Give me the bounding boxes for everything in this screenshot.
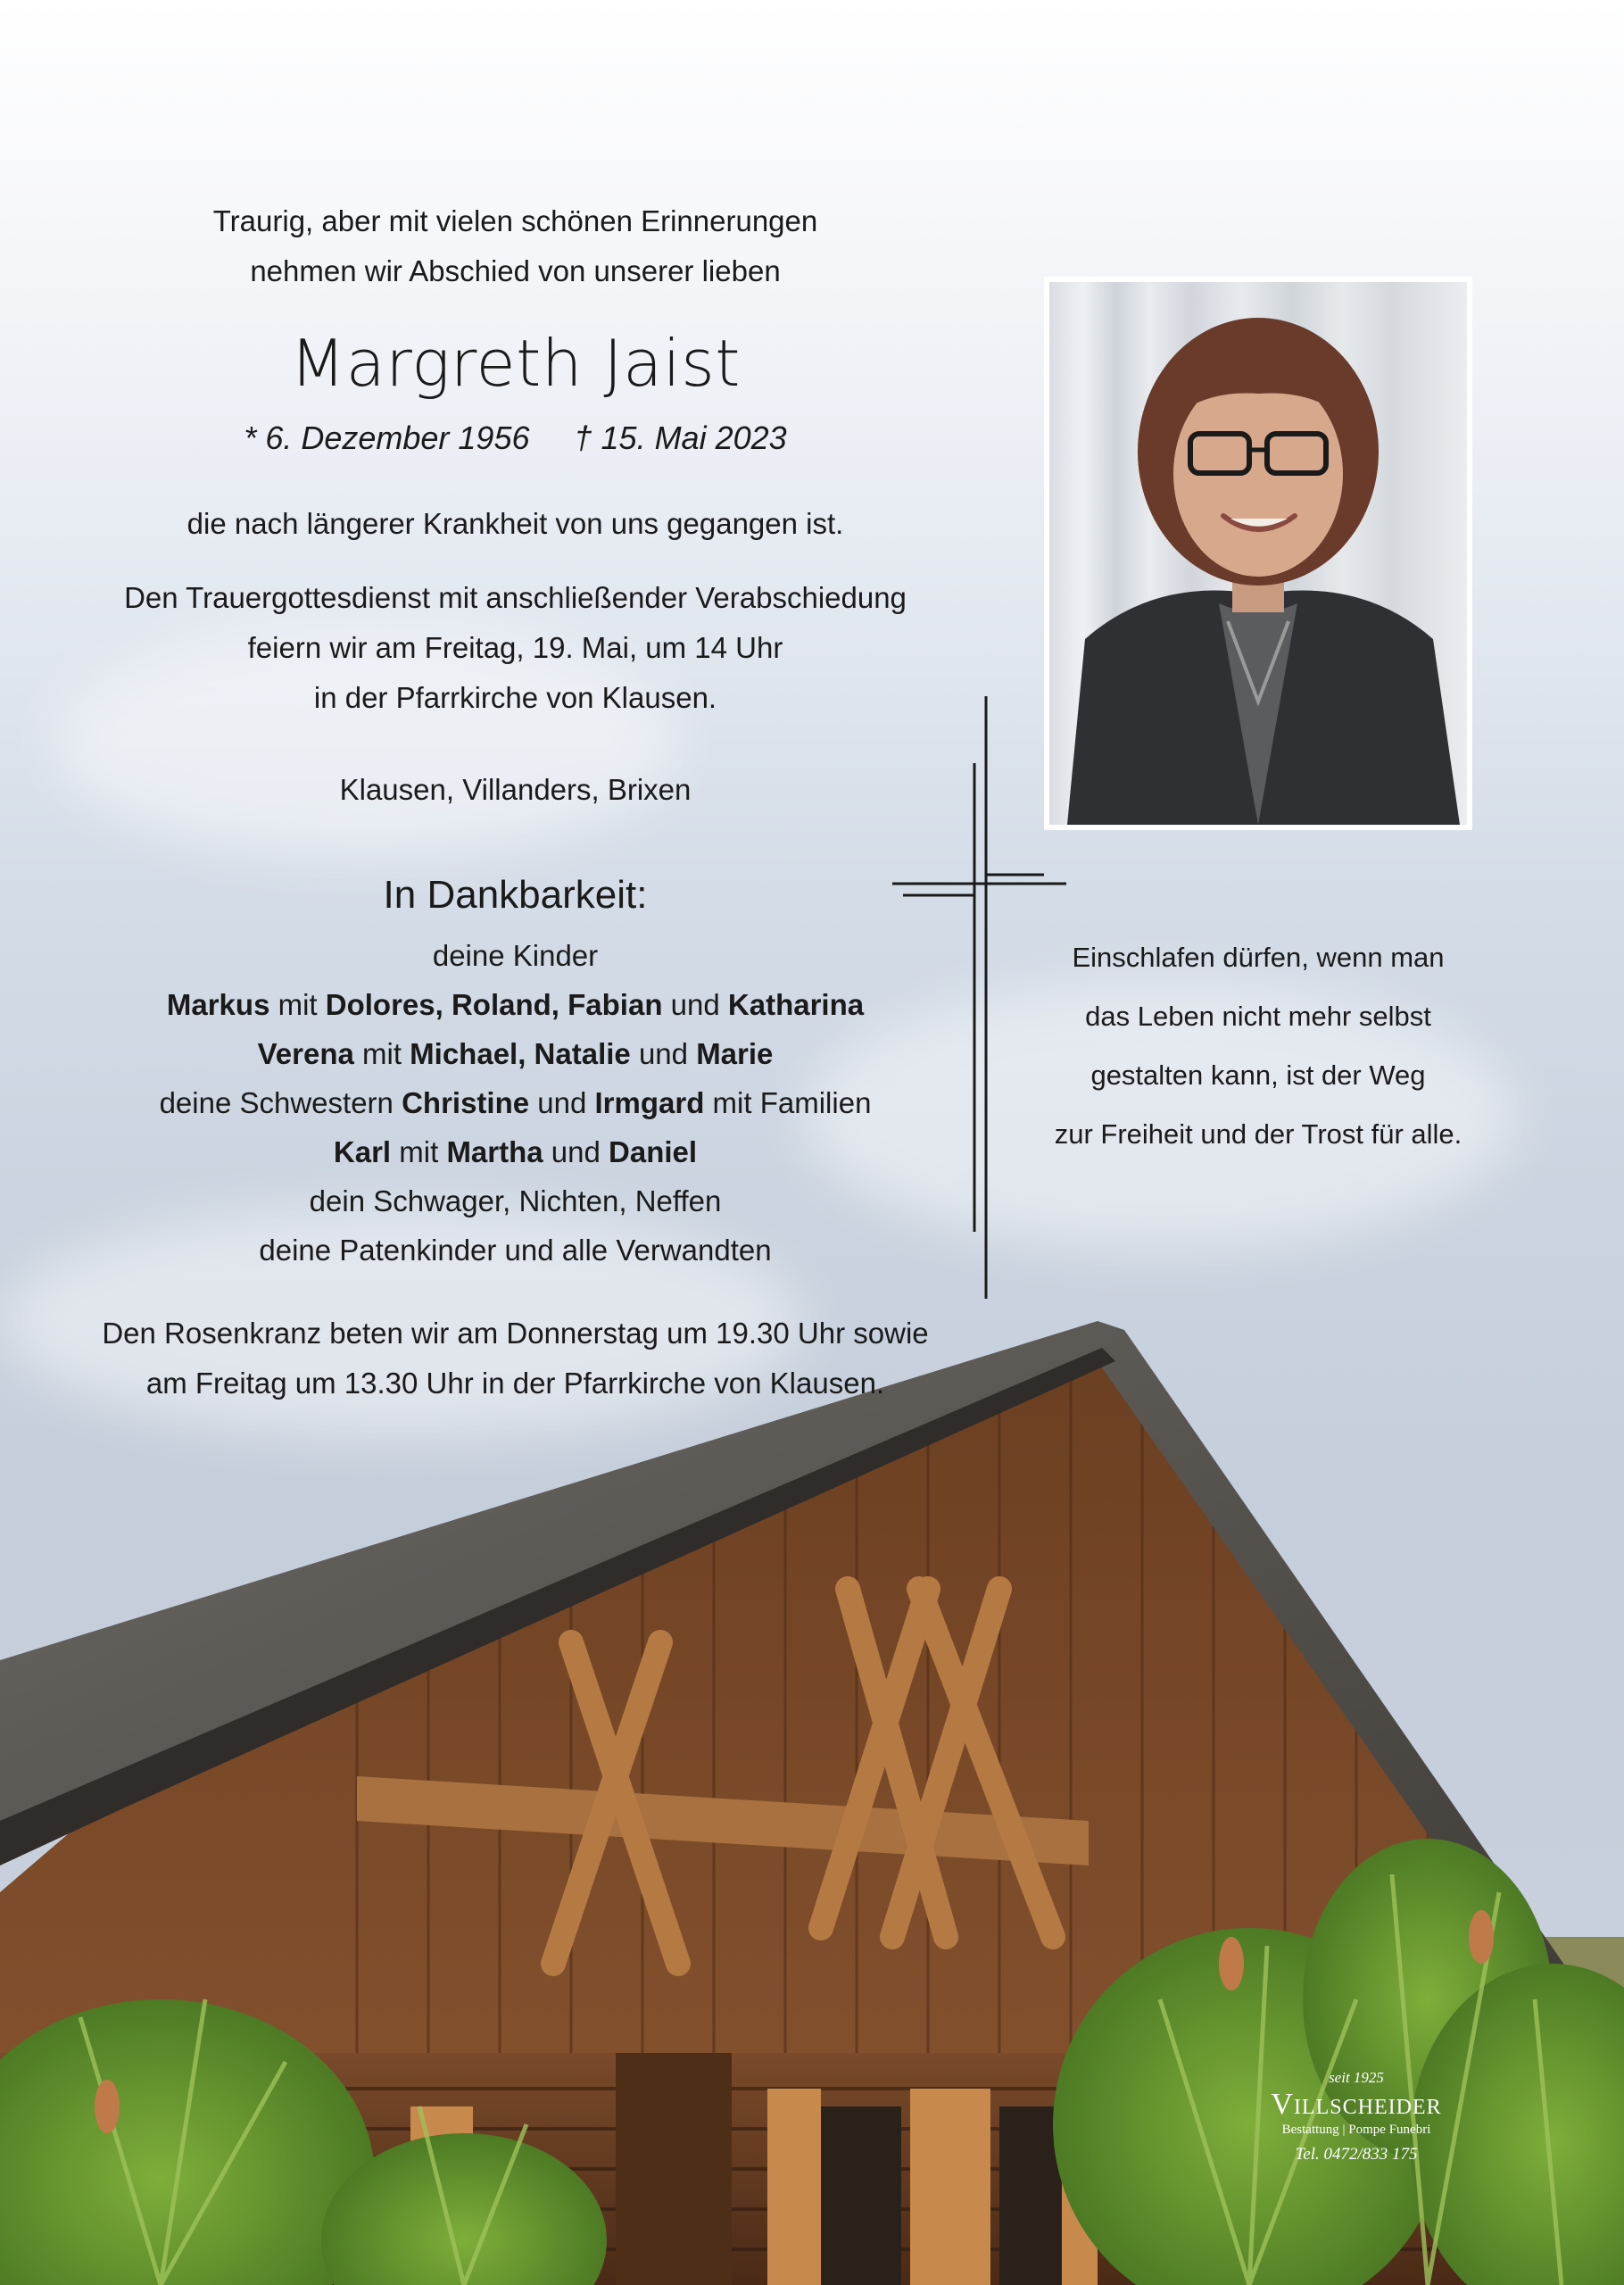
rosary-line: am Freitag um 13.30 Uhr in der Pfarrkirche von Klausen. xyxy=(145,1367,885,1400)
logo-since: seit 1925 xyxy=(1329,2069,1384,2086)
family-line: deine Kinder xyxy=(432,939,599,972)
life-dates xyxy=(80,420,950,457)
death-date: † 15. Mai 2023 xyxy=(574,420,787,456)
portrait-photo xyxy=(1049,282,1467,825)
service-line: feiern wir am Freitag, 19. Mai, um 14 Uhr xyxy=(247,631,783,664)
logo-phone: Tel. 0472/833 175 xyxy=(1295,2145,1418,2164)
funeral-home-logo xyxy=(1222,2069,1490,2165)
family-line: deine Patenkinder und alle Verwandten xyxy=(259,1234,772,1267)
intro-line: nehmen wir Abschied von unserer lieben xyxy=(250,254,781,287)
family-line: Markus mit Dolores, Roland, Fabian und Katharina xyxy=(166,988,865,1021)
rosary-text xyxy=(54,1309,977,1408)
family-list xyxy=(80,931,950,1275)
memorial-quote xyxy=(1044,928,1472,1164)
portrait-illustration xyxy=(1049,282,1467,825)
rosary-line: Den Rosenkranz beten wir am Donnerstag um 19.30 Uhr sowie xyxy=(102,1317,929,1350)
service-text xyxy=(80,573,950,723)
intro-line: Traurig, aber mit vielen schönen Erinnerungen xyxy=(212,204,818,237)
logo-brand: Villscheider xyxy=(1271,2088,1442,2121)
family-line: Verena mit Michael, Natalie und Marie xyxy=(257,1037,774,1070)
birth-date: * 6. Dezember 1956 xyxy=(244,420,530,456)
logo-subtitle: Bestattung | Pompe Funebri xyxy=(1281,2123,1431,2137)
deceased-name: Margreth Jaist xyxy=(290,326,741,401)
family-line: dein Schwager, Nichten, Neffen xyxy=(309,1184,722,1217)
thanks-heading: In Dankbarkeit: xyxy=(383,873,648,917)
portrait-frame xyxy=(1044,277,1472,830)
passed-text: die nach längerer Krankheit von uns gegangen ist. xyxy=(186,507,844,540)
family-line: Karl mit Martha und Daniel xyxy=(333,1135,698,1168)
service-line: Den Trauergottesdienst mit anschließender Verabschiedung xyxy=(124,581,907,614)
family-line: deine Schwestern Christine und Irmgard mit Familien xyxy=(159,1086,872,1119)
quote-line: zur Freiheit und der Trost für alle. xyxy=(1054,1118,1462,1150)
quote-line: das Leben nicht mehr selbst xyxy=(1085,1001,1431,1032)
quote-line: Einschlafen dürfen, wenn man xyxy=(1072,942,1445,973)
service-line: in der Pfarrkirche von Klausen. xyxy=(313,681,717,714)
places-text: Klausen, Villanders, Brixen xyxy=(339,773,692,806)
intro-text xyxy=(80,196,950,296)
quote-line: gestalten kann, ist der Weg xyxy=(1090,1059,1426,1091)
